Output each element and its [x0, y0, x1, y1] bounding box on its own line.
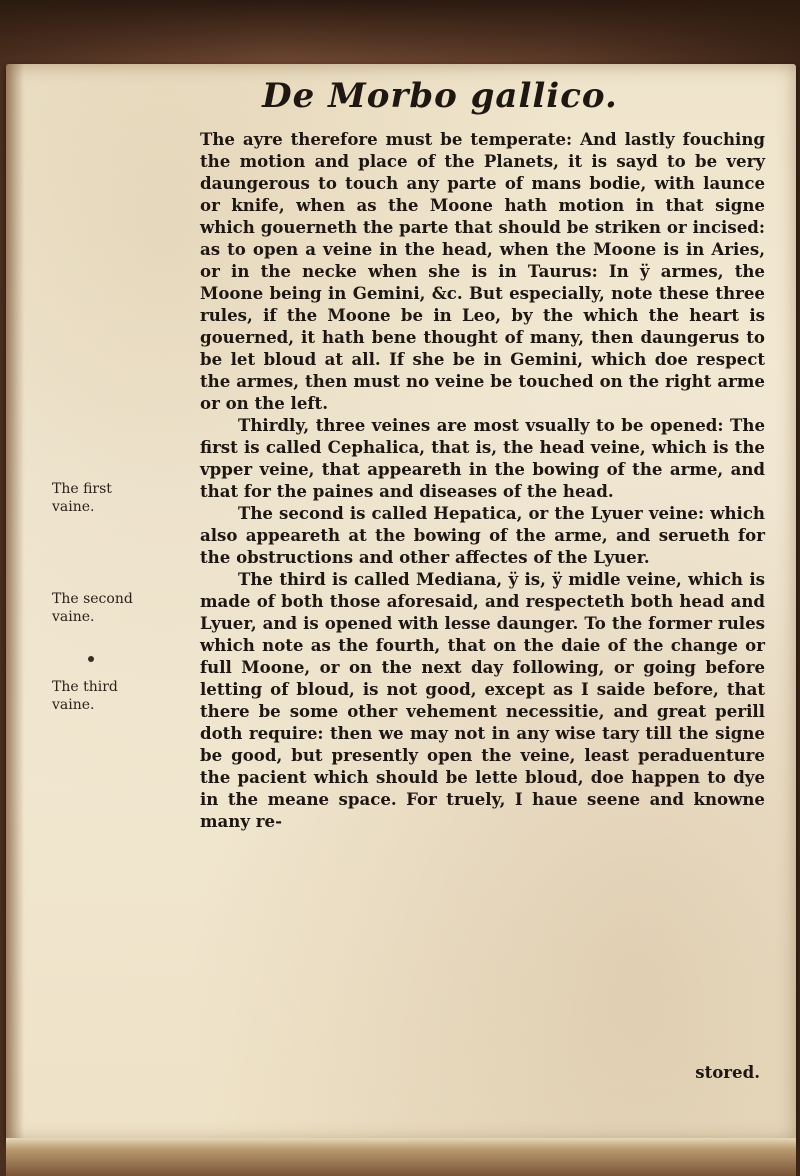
running-head: De Morbo gallico.	[262, 76, 618, 116]
catchword: stored.	[695, 1062, 760, 1082]
body-text	[200, 128, 765, 832]
paragraph-1: The ayre therefore must be temperate: And lastly fouching the motion and place of the Planets, it is sayd to be very daungerous to touch any parte of mans bodie, with launce or knife, when as the Moone hath motion in that signe which gouerneth the parte that should be striken or incised: as to open a veine in the head, when the Moone is in Aries, or in the necke when she is in Taurus: In ÿ armes, the Moone being in Gemini, &c. But especially, note these three rules, if the Moone be in Leo, by the which the heart is gouerned, it hath bene thought of many, then daungerus to be let bloud at all. If she be in Gemini, which doe respect the armes, then must no veine be touched on the right arme or on the left.	[200, 129, 765, 413]
paragraph-3: The second is called Hepatica, or the Lyuer veine: which also appeareth at the bowing of the arme, and serueth for the obstructions and other affectes of the Lyuer.	[200, 503, 765, 567]
paragraph-2: Thirdly, three veines are most vsually to be opened: The first is called Cephalica, that is, the head veine, which is the vpper veine, that appeareth in the bowing of the arme, and that for the paines and diseases of the head.	[200, 415, 765, 501]
cover-shadow	[0, 0, 800, 60]
page-gutter	[6, 64, 24, 1142]
margin-note-second-vaine: The second vaine.	[52, 591, 133, 625]
margin-note-third-vaine: The third vaine.	[52, 679, 118, 713]
page-bottom-edge	[6, 1138, 796, 1176]
margin-ornament-dot	[88, 656, 94, 662]
margin-note-first-vaine: The first vaine.	[52, 481, 112, 515]
paragraph-4: The third is called Mediana, ÿ is, ÿ midle veine, which is made of both those aforesaid, and respecteth both head and Lyuer, and is opened with lesse daunger. To the former rules which note as the fourth, that on the daie of the change or full Moone, or on the next day following, or going before letting of bloud, is not good, except as I saide before, that there be some other vehement necessitie, and great perill doth require: then we may not in any wise tary till the signe be good, but presently open the veine, least peraduenture the pacient which should be lette bloud, doe happen to dye in the meane space. For truely, I haue seene and knowne many re-	[200, 569, 765, 831]
